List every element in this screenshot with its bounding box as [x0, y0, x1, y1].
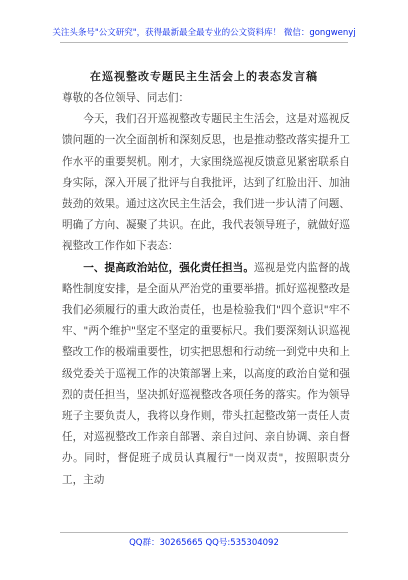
- header-promo-text: 关注头条号"公文研究"，获得最新最全最专业的公文资料库！ 微信：gongwenyj: [52, 28, 356, 38]
- footer-contact-text: QQ群：30265665 QQ号:535304092: [129, 538, 279, 548]
- paragraph-intro: 今天，我们召开巡视整改专题民主生活会，这是对巡视反馈问题的一次全面剖析和深刻反思，也是推动整改落实提升工作水平的重要契机。刚才，大家围绕巡视反馈意见紧密联系自身实际，深入开展了批评与自我批评，达到了红脸出汗、加油鼓劲的效果。通过这次民主生活会，我们进一步认清了问题、明确了方向、凝聚了共识。在此，我代表领导班子，就做好巡视整改工作作如下表态：: [62, 113, 350, 253]
- paragraph-section-one: [62, 258, 350, 491]
- document-body: [62, 88, 350, 491]
- footer-divider: [60, 532, 348, 533]
- document-title: 在巡视整改专题民主生活会上的表态发言稿: [90, 70, 318, 83]
- section-one-body: 巡视是党内监督的战略性制度安排，是全面从严治党的重要举措。抓好巡视整改是我们必须履行的重大政治责任，也是检验我们"四个意识"牢不牢、"两个维护"坚定不坚定的重要标尺。我们要深刻认识巡视整改工作的极端重要性，切实把思想和行动统一到党中央和上级党委关于巡视工作的决策部署上来，以高度的政治自觉和强烈的责任担当，坚决抓好巡视整改各项任务的落实。作为领导班子主要负责人，我将以身作则，带头扛起整改第一责任人责任，对巡视整改工作亲自部署、亲自过问、亲自协调、亲自督办。同时，督促班子成员认真履行"一岗双责"，按照职责分工，主动: [62, 261, 350, 486]
- section-one-heading: 一、提高政治站位，强化责任担当。: [83, 261, 254, 274]
- header-divider: [60, 42, 348, 43]
- salutation: 尊敬的各位领导、同志们：: [62, 92, 190, 104]
